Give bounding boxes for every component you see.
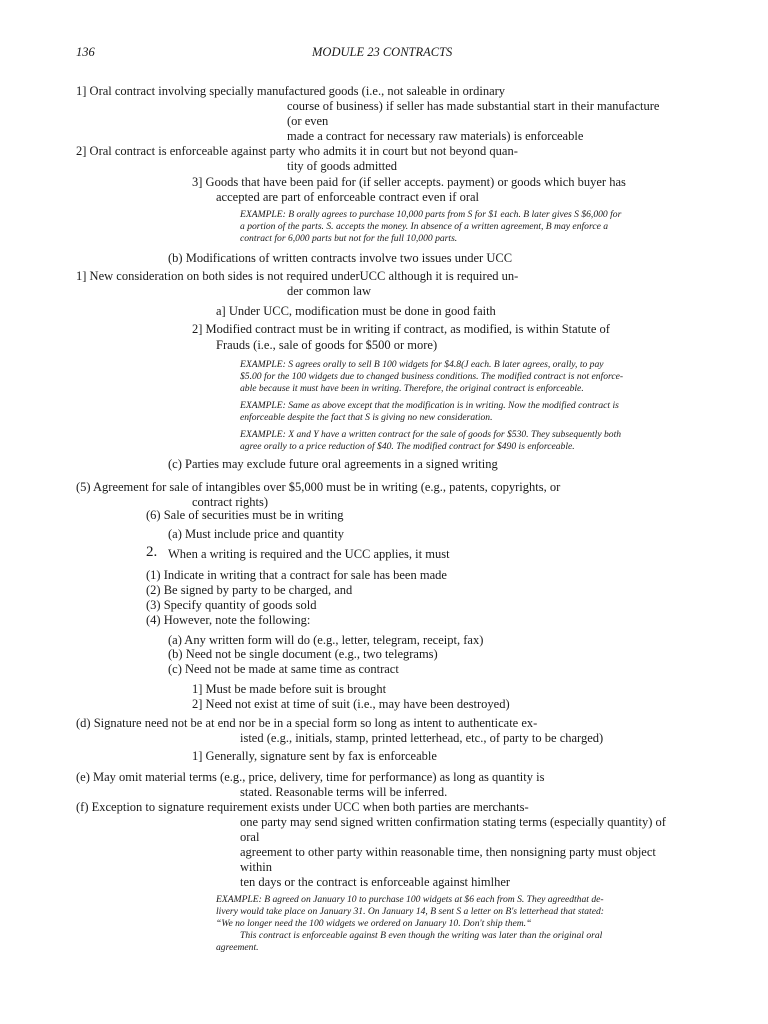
example-line: This contract is enforceable against B even though the writing was later than the original oral bbox=[240, 930, 603, 941]
example-line: enforceable despite the fact that S is giving no new consideration. bbox=[240, 412, 493, 423]
text-line: accepted are part of enforceable contract even if oral bbox=[216, 190, 480, 204]
example-line: $5.00 for the 100 widgets due to changed business conditions. The modified contract is not enforce- bbox=[240, 371, 624, 382]
text-line: (1) Indicate in writing that a contract for sale has been made bbox=[146, 568, 447, 582]
example-line: agree orally to a price reduction of $40. The modified contract for $490 is enforceable. bbox=[240, 441, 575, 452]
text-line: Frauds (i.e., sale of goods for $500 or more) bbox=[216, 338, 438, 352]
example-line: a portion of the parts. S. accepts the money. In absence of a written agreement, B may enforce a bbox=[240, 221, 609, 232]
page-title: MODULE 23 CONTRACTS bbox=[312, 45, 453, 59]
text-line: made a contract for necessary raw materials) is enforceable bbox=[287, 129, 584, 143]
text-line: 2] Modified contract must be in writing if contract, as modified, is within Statute of bbox=[192, 322, 610, 336]
text-line: contract rights) bbox=[192, 495, 269, 509]
text-line: 1] Generally, signature sent by fax is enforceable bbox=[192, 749, 437, 763]
text-line: (4) However, note the following: bbox=[146, 613, 311, 627]
text-line: (6) Sale of securities must be in writing bbox=[146, 508, 344, 522]
example-line: EXAMPLE: S agrees orally to sell B 100 widgets for $4.8(J each. B later agrees, orally, to pay bbox=[240, 359, 604, 370]
text-line: When a writing is required and the UCC applies, it must bbox=[168, 547, 450, 561]
text-line: (a) Must include price and quantity bbox=[168, 527, 344, 541]
text-line: 2] Need not exist at time of suit (i.e., may have been destroyed) bbox=[192, 697, 510, 711]
example-line: livery would take place on January 31. On January 14, B sent S a letter on B's letterhead that stated: bbox=[216, 906, 604, 917]
text-line: (b) Modifications of written contracts involve two issues under UCC bbox=[168, 251, 513, 265]
example-line: agreement. bbox=[216, 942, 259, 953]
text-line: (2) Be signed by party to be charged, and bbox=[146, 583, 353, 597]
example-line: able because it must have been in writing. Therefore, the original contract is enforceable. bbox=[240, 383, 584, 394]
text-line: (e) May omit material terms (e.g., price, delivery, time for performance) as long as quantity is bbox=[76, 770, 545, 784]
text-line: within bbox=[240, 860, 272, 874]
text-line: 2] Oral contract is enforceable against party who admits it in court but not beyond quan- bbox=[76, 144, 518, 158]
text-line: oral bbox=[240, 830, 260, 844]
text-line: (d) Signature need not be at end nor be in a special form so long as intent to authenticate ex- bbox=[76, 716, 538, 730]
text-line: course of business) if seller has made substantial start in their manufacture bbox=[287, 99, 660, 113]
text-line: 1] Must be made before suit is brought bbox=[192, 682, 387, 696]
section-number: 2. bbox=[146, 544, 158, 560]
text-line: 3] Goods that have been paid for (if seller accepts. payment) or goods which buyer has bbox=[192, 175, 626, 189]
page-number: 136 bbox=[76, 45, 95, 59]
text-line: tity of goods admitted bbox=[287, 159, 398, 173]
example-line: “We no longer need the 100 widgets we ordered on January 10. Don't ship them.“ bbox=[216, 918, 532, 929]
text-line: 1] Oral contract involving specially manufactured goods (i.e., not saleable in ordinary bbox=[76, 84, 506, 98]
example-line: EXAMPLE: Same as above except that the modification is in writing. Now the modified contract is bbox=[240, 400, 619, 411]
text-line: stated. Reasonable terms will be inferred. bbox=[240, 785, 448, 799]
text-line: one party may send signed written confirmation stating terms (especially quantity) of bbox=[240, 815, 666, 829]
text-line: (3) Specify quantity of goods sold bbox=[146, 598, 317, 612]
text-line: 1] New consideration on both sides is not required underUCC although it is required un- bbox=[76, 269, 519, 283]
text-line: (b) Need not be single document (e.g., two telegrams) bbox=[168, 647, 438, 661]
example-line: contract for 6,000 parts but not for the full 10,000 parts. bbox=[240, 233, 458, 244]
text-line: (or even bbox=[287, 114, 329, 128]
text-line: (a) Any written form will do (e.g., letter, telegram, receipt, fax) bbox=[168, 633, 484, 647]
text-line: (c) Parties may exclude future oral agreements in a signed writing bbox=[168, 457, 498, 471]
example-line: EXAMPLE: X and Y have a written contract for the sale of goods for $530. They subsequently both bbox=[240, 429, 622, 440]
text-line: (5) Agreement for sale of intangibles over $5,000 must be in writing (e.g., patents, copyrights, or bbox=[76, 480, 561, 494]
example-line: EXAMPLE: B agreed on January 10 to purchase 100 widgets at $6 each from S. They agreedthat de- bbox=[216, 894, 604, 905]
text-line: agreement to other party within reasonable time, then nonsigning party must object bbox=[240, 845, 656, 859]
text-line: isted (e.g., initials, stamp, printed letterhead, etc., of party to be charged) bbox=[240, 731, 604, 745]
example-line: EXAMPLE: B orally agrees to purchase 10,000 parts from S for $1 each. B later gives S $6,000 for bbox=[240, 209, 622, 220]
text-line: a] Under UCC, modification must be done in good faith bbox=[216, 304, 496, 318]
text-line: der common law bbox=[287, 284, 372, 298]
text-line: (c) Need not be made at same time as contract bbox=[168, 662, 399, 676]
text-line: (f) Exception to signature requirement exists under UCC when both parties are merchants- bbox=[76, 800, 529, 814]
text-line: ten days or the contract is enforceable against himlher bbox=[240, 875, 511, 889]
